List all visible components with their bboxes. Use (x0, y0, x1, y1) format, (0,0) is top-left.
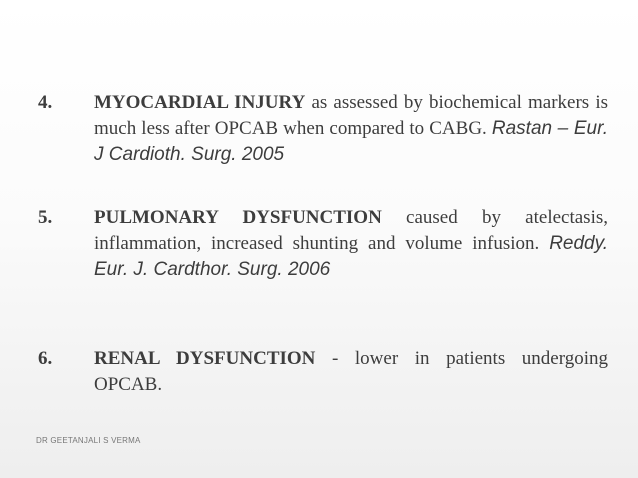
list-item-5 (38, 205, 608, 283)
item-lead: MYOCARDIAL INJURY (94, 92, 306, 113)
item-citation: Rastan – Eur. J Cardioth. Surg. 2005 (94, 118, 608, 165)
item-lead: PULMONARY DYSFUNCTION (94, 207, 382, 228)
item-lead: RENAL DYSFUNCTION (94, 348, 316, 369)
item-body: as assessed by biochemical markers is much less after OPCAB when compared to CABG. (94, 92, 609, 139)
item-text (94, 90, 608, 168)
item-text (94, 205, 608, 283)
list-item-4 (38, 90, 608, 168)
item-number: 6. (38, 348, 53, 369)
item-citation: Reddy. Eur. J. Cardthor. Surg. 2006 (94, 233, 608, 280)
item-text (94, 346, 608, 398)
list-item-6 (38, 346, 608, 398)
item-body: caused by atelectasis, inflammation, increased shunting and volume infusion. (94, 207, 608, 254)
item-number: 4. (38, 92, 53, 113)
footer-author: DR GEETANJALI S VERMA (36, 436, 141, 445)
item-number: 5. (38, 207, 53, 228)
item-body: - lower in patients undergoing OPCAB. (94, 348, 608, 395)
